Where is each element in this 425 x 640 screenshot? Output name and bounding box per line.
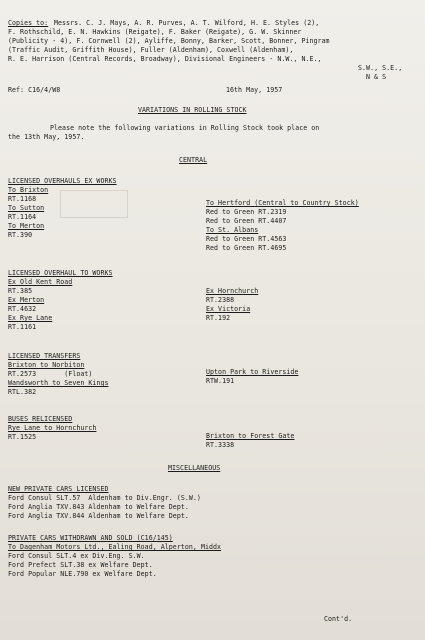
stock-line: RT.1168: [8, 195, 37, 203]
car-line: Ford Consul SLT.4 ex Div.Eng. S.W.: [8, 552, 145, 560]
stock-line: Red to Green RT.2319: [206, 208, 287, 216]
stock-line: To Sutton: [8, 204, 45, 212]
stock-line: RT.192: [206, 314, 231, 322]
stock-line: RT.4632: [8, 305, 37, 313]
stock-line: RT.390: [8, 231, 33, 239]
overhaul-to-works-heading: LICENSED OVERHAUL TO WORKS: [8, 269, 113, 277]
withdrawn-subheading: To Dagenham Motors Ltd., Ealing Road, Alperton, Middx: [8, 543, 222, 551]
stock-line: Ex Hornchurch: [206, 287, 259, 295]
stock-line: Ex Old Kent Road: [8, 278, 73, 286]
continued-note: Cont'd.: [324, 615, 353, 623]
stock-line: Brixton to Forest Gate: [206, 432, 295, 440]
stock-line: RT.2388: [206, 296, 235, 304]
stock-line: RT.1164: [8, 213, 37, 221]
relicensed-heading: BUSES RELICENSED: [8, 415, 73, 423]
faded-stamp: [60, 190, 128, 218]
car-line: Ford Prefect SLT.38 ex Welfare Dept.: [8, 561, 153, 569]
stock-line: Ex Merton: [8, 296, 45, 304]
copies-label: Copies to:: [8, 19, 49, 27]
stock-line: RT.3338: [206, 441, 235, 449]
car-line: Ford Anglia TXV.843 Aldenham to Welfare Dept.: [8, 503, 189, 511]
copies-line-3: (Publicity - 4), F. Cornwell (2), Ayliffe, Bonny, Barker, Scott, Bonner, Pingram: [8, 37, 330, 45]
copies-line-5: R. E. Harrison (Central Records, Broadway), Divisional Engineers - N.W., N.E.,: [8, 55, 322, 63]
stock-line: RT.1161: [8, 323, 37, 331]
stock-line: Red to Green RT.4563: [206, 235, 287, 243]
document-date: 16th May, 1957: [226, 86, 283, 94]
copies-line-7: N & S: [366, 73, 387, 81]
car-line: Ford Popular NLE.790 ex Welfare Dept.: [8, 570, 157, 578]
stock-line: Ex Victoria: [206, 305, 251, 313]
stock-line: RTL.382: [8, 388, 37, 396]
stock-line: RT.1525: [8, 433, 37, 441]
stock-line: RT.385: [8, 287, 33, 295]
stock-line: To Brixton: [8, 186, 49, 194]
document-title: VARIATIONS IN ROLLING STOCK: [138, 106, 247, 114]
copies-line-6: S.W., S.E.,: [358, 64, 403, 72]
stock-line: Rye Lane to Hornchurch: [8, 424, 97, 432]
car-line: Ford Anglia TXV.844 Aldenham to Welfare Dept.: [8, 512, 189, 520]
stock-line: To Merton: [8, 222, 45, 230]
stock-line: To St. Albans: [206, 226, 259, 234]
intro-line-1: Please note the following variations in Rolling Stock took place on: [50, 124, 320, 132]
stock-line: RT.2573 (Float): [8, 370, 93, 378]
withdrawn-heading: PRIVATE CARS WITHDRAWN AND SOLD (C16/145): [8, 534, 173, 542]
stock-line: Brixton to Norbiton: [8, 361, 85, 369]
stock-line: Red to Green RT.4695: [206, 244, 287, 252]
copies-line-4: (Traffic Audit, Griffith House), Fuller (Aldenham), Coxwell (Aldenham),: [8, 46, 294, 54]
stock-line: Ex Rye Lane: [8, 314, 53, 322]
misc-heading: MISCELLANEOUS: [168, 464, 221, 472]
stock-line: Wandsworth to Seven Kings: [8, 379, 109, 387]
stock-line: Red to Green RT.4407: [206, 217, 287, 225]
reference: Ref: C16/4/W8: [8, 86, 61, 94]
intro-line-2: the 13th May, 1957.: [8, 133, 85, 141]
copies-line-2: F. Rothschild, E. N. Hawkins (Reigate), F. Baker (Reigate), G. W. Skinner: [8, 28, 302, 36]
stock-line: Upton Park to Riverside: [206, 368, 299, 376]
private-cars-heading: NEW PRIVATE CARS LICENSED: [8, 485, 109, 493]
transfers-heading: LICENSED TRANSFERS: [8, 352, 81, 360]
stock-line: To Hertford (Central to Country Stock): [206, 199, 359, 207]
copies-line-1: Messrs. C. J. Mays, A. R. Purves, A. T. Wilford, H. E. Styles (2),: [54, 19, 320, 27]
stock-line: RTW.191: [206, 377, 235, 385]
central-heading: CENTRAL: [179, 156, 208, 164]
overhauls-ex-works-heading: LICENSED OVERHAULS EX WORKS: [8, 177, 117, 185]
car-line: Ford Consul SLT.57 Aldenham to Div.Engr. (S.W.): [8, 494, 201, 502]
